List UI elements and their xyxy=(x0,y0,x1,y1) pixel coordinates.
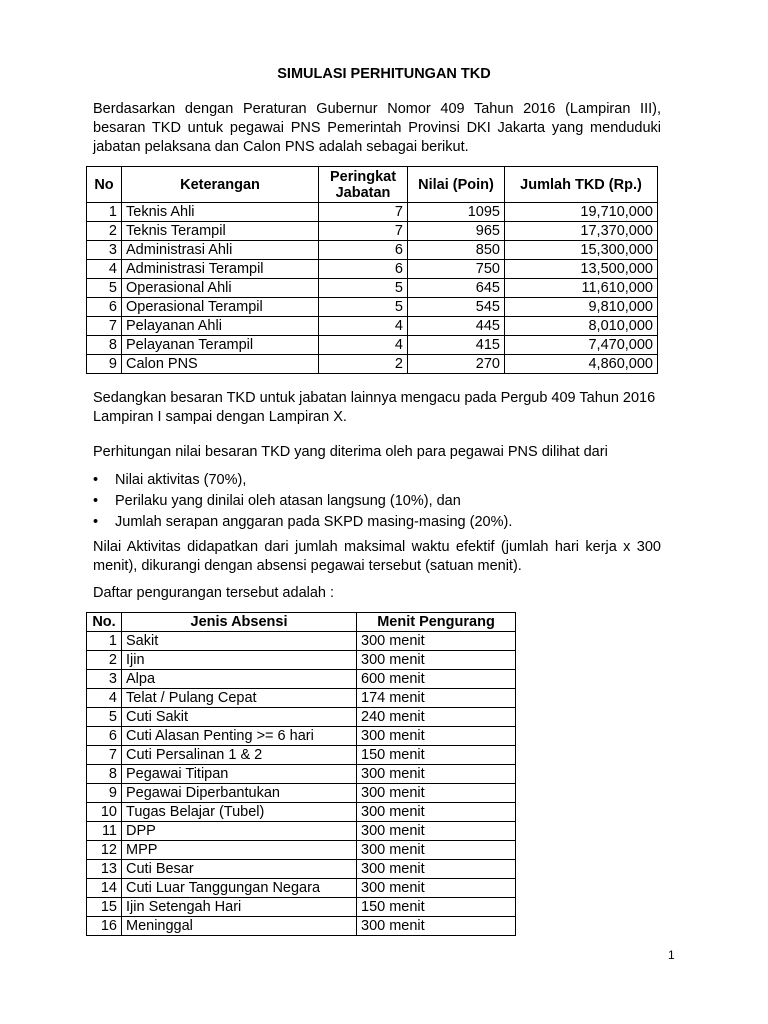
table-cell: 15,300,000 xyxy=(505,241,658,260)
table-cell: 13,500,000 xyxy=(505,260,658,279)
table-cell: 4 xyxy=(87,260,122,279)
table-cell: 150 menit xyxy=(357,746,516,765)
table-cell: Administrasi Ahli xyxy=(122,241,319,260)
column-header: No. xyxy=(87,613,122,632)
table-cell: 8 xyxy=(87,765,122,784)
table-cell: 12 xyxy=(87,841,122,860)
table-row xyxy=(87,822,516,841)
table-cell: 750 xyxy=(408,260,505,279)
other-positions-paragraph: Sedangkan besaran TKD untuk jabatan lainnya mengacu pada Pergub 409 Tahun 2016 Lampiran I sampai dengan Lampiran X. xyxy=(93,390,656,425)
table-row xyxy=(87,898,516,917)
table-row xyxy=(87,917,516,936)
table-cell: Pegawai Titipan xyxy=(122,765,357,784)
table-cell: Pelayanan Ahli xyxy=(122,317,319,336)
table-row xyxy=(87,879,516,898)
table-cell: 300 menit xyxy=(357,765,516,784)
calculation-intro-paragraph: Perhitungan nilai besaran TKD yang diterima oleh para pegawai PNS dilihat dari xyxy=(93,444,608,460)
list-item: • Jumlah serapan anggaran pada SKPD masing-masing (20%). xyxy=(93,514,513,530)
table-cell: 2 xyxy=(87,222,122,241)
table-cell: Administrasi Terampil xyxy=(122,260,319,279)
table-row xyxy=(87,222,658,241)
table-cell: Cuti Besar xyxy=(122,860,357,879)
column-header: No xyxy=(87,167,122,203)
table-cell: 4 xyxy=(319,317,408,336)
table-cell: Calon PNS xyxy=(122,355,319,374)
column-header: Menit Pengurang xyxy=(357,613,516,632)
table-cell: 15 xyxy=(87,898,122,917)
table-cell: 300 menit xyxy=(357,841,516,860)
activity-paragraph: Nilai Aktivitas didapatkan dari jumlah maksimal waktu efektif (jumlah hari kerja x 300 menit), dikurangi dengan absensi pegawai tersebut (satuan menit). xyxy=(93,539,661,574)
table-cell: 7 xyxy=(87,746,122,765)
deduction-list-intro: Daftar pengurangan tersebut adalah : xyxy=(93,585,335,601)
table-cell: Cuti Sakit xyxy=(122,708,357,727)
table-row xyxy=(87,203,658,222)
table-row xyxy=(87,632,516,651)
table-cell: 645 xyxy=(408,279,505,298)
table-cell: 2 xyxy=(87,651,122,670)
criteria-list xyxy=(93,470,512,533)
table-row xyxy=(87,860,516,879)
table-cell: 4,860,000 xyxy=(505,355,658,374)
table-cell: 240 menit xyxy=(357,708,516,727)
table-cell: 9,810,000 xyxy=(505,298,658,317)
table-cell: 4 xyxy=(319,336,408,355)
table-cell: 5 xyxy=(87,279,122,298)
column-header: Nilai (Poin) xyxy=(408,167,505,203)
table-cell: 7 xyxy=(319,222,408,241)
table-row xyxy=(87,336,658,355)
table-row xyxy=(87,279,658,298)
table-cell: 5 xyxy=(319,298,408,317)
table-cell: 7 xyxy=(319,203,408,222)
list-item: • Perilaku yang dinilai oleh atasan langsung (10%), dan xyxy=(93,493,461,509)
table-cell: 6 xyxy=(87,298,122,317)
table-cell: MPP xyxy=(122,841,357,860)
table-cell: 6 xyxy=(319,241,408,260)
table-cell: 19,710,000 xyxy=(505,203,658,222)
table-cell: Ijin Setengah Hari xyxy=(122,898,357,917)
table-cell: Teknis Terampil xyxy=(122,222,319,241)
table-row xyxy=(87,765,516,784)
table-cell: Telat / Pulang Cepat xyxy=(122,689,357,708)
table-cell: Pelayanan Terampil xyxy=(122,336,319,355)
table-row xyxy=(87,841,516,860)
table-cell: Tugas Belajar (Tubel) xyxy=(122,803,357,822)
table-cell: 1095 xyxy=(408,203,505,222)
table-cell: 300 menit xyxy=(357,651,516,670)
column-header: Jumlah TKD (Rp.) xyxy=(505,167,658,203)
table-cell: 965 xyxy=(408,222,505,241)
page-number: 1 xyxy=(668,948,675,962)
column-header: Keterangan xyxy=(122,167,319,203)
table-cell: 3 xyxy=(87,670,122,689)
table-row xyxy=(87,784,516,803)
table-cell: 11 xyxy=(87,822,122,841)
table-row xyxy=(87,727,516,746)
table-cell: 300 menit xyxy=(357,803,516,822)
table-cell: 3 xyxy=(87,241,122,260)
table-cell: 300 menit xyxy=(357,784,516,803)
table-row xyxy=(87,803,516,822)
tkd-table xyxy=(86,166,658,374)
table-cell: 10 xyxy=(87,803,122,822)
table-cell: 445 xyxy=(408,317,505,336)
table-cell: Operasional Ahli xyxy=(122,279,319,298)
table-cell: 17,370,000 xyxy=(505,222,658,241)
table-cell: 270 xyxy=(408,355,505,374)
table-cell: 2 xyxy=(319,355,408,374)
table-cell: 150 menit xyxy=(357,898,516,917)
table-cell: 300 menit xyxy=(357,632,516,651)
table-row xyxy=(87,708,516,727)
table-cell: 174 menit xyxy=(357,689,516,708)
table-cell: 5 xyxy=(87,708,122,727)
list-item: • Nilai aktivitas (70%), xyxy=(93,472,247,488)
absence-deduction-table xyxy=(86,612,516,936)
table-cell: 16 xyxy=(87,917,122,936)
table-cell: 300 menit xyxy=(357,879,516,898)
table-cell: 4 xyxy=(87,689,122,708)
table-row xyxy=(87,260,658,279)
table-cell: Cuti Alasan Penting >= 6 hari xyxy=(122,727,357,746)
table-cell: 545 xyxy=(408,298,505,317)
table-cell: Teknis Ahli xyxy=(122,203,319,222)
table-cell: 415 xyxy=(408,336,505,355)
table-cell: Sakit xyxy=(122,632,357,651)
table-cell: 9 xyxy=(87,784,122,803)
table-row xyxy=(87,298,658,317)
table-cell: 8 xyxy=(87,336,122,355)
table-cell: Ijin xyxy=(122,651,357,670)
table-row xyxy=(87,689,516,708)
column-header: Jenis Absensi xyxy=(122,613,357,632)
table-cell: 13 xyxy=(87,860,122,879)
table-cell: 1 xyxy=(87,632,122,651)
table-cell: Cuti Luar Tanggungan Negara xyxy=(122,879,357,898)
table-row xyxy=(87,355,658,374)
table-cell: 8,010,000 xyxy=(505,317,658,336)
table-cell: DPP xyxy=(122,822,357,841)
table-cell: 7 xyxy=(87,317,122,336)
table-cell: Cuti Persalinan 1 & 2 xyxy=(122,746,357,765)
table-cell: 1 xyxy=(87,203,122,222)
table-cell: 300 menit xyxy=(357,727,516,746)
table-cell: Operasional Terampil xyxy=(122,298,319,317)
table-cell: 850 xyxy=(408,241,505,260)
table-row xyxy=(87,241,658,260)
table-cell: 9 xyxy=(87,355,122,374)
table-cell: 5 xyxy=(319,279,408,298)
table-cell: 300 menit xyxy=(357,822,516,841)
table-cell: Pegawai Diperbantukan xyxy=(122,784,357,803)
table-cell: Meninggal xyxy=(122,917,357,936)
intro-paragraph: Berdasarkan dengan Peraturan Gubernur Nomor 409 Tahun 2016 (Lampiran III), besaran TKD untuk pegawai PNS Pemerintah Provinsi DKI Jakarta yang menduduki jabatan pelaksana dan Calon PNS adalah sebagai berikut. xyxy=(93,101,661,155)
table-cell: 7,470,000 xyxy=(505,336,658,355)
table-cell: 6 xyxy=(87,727,122,746)
table-cell: 300 menit xyxy=(357,917,516,936)
absence-table-header xyxy=(87,613,516,632)
table-cell: 11,610,000 xyxy=(505,279,658,298)
table-cell: Alpa xyxy=(122,670,357,689)
table-cell: 600 menit xyxy=(357,670,516,689)
table-cell: 14 xyxy=(87,879,122,898)
tkd-table-header xyxy=(87,167,658,203)
table-row xyxy=(87,317,658,336)
table-row xyxy=(87,670,516,689)
table-cell: 300 menit xyxy=(357,860,516,879)
table-row xyxy=(87,746,516,765)
document-title: SIMULASI PERHITUNGAN TKD xyxy=(277,66,491,82)
table-row xyxy=(87,651,516,670)
column-header: Peringkat Jabatan xyxy=(319,167,408,203)
table-cell: 6 xyxy=(319,260,408,279)
